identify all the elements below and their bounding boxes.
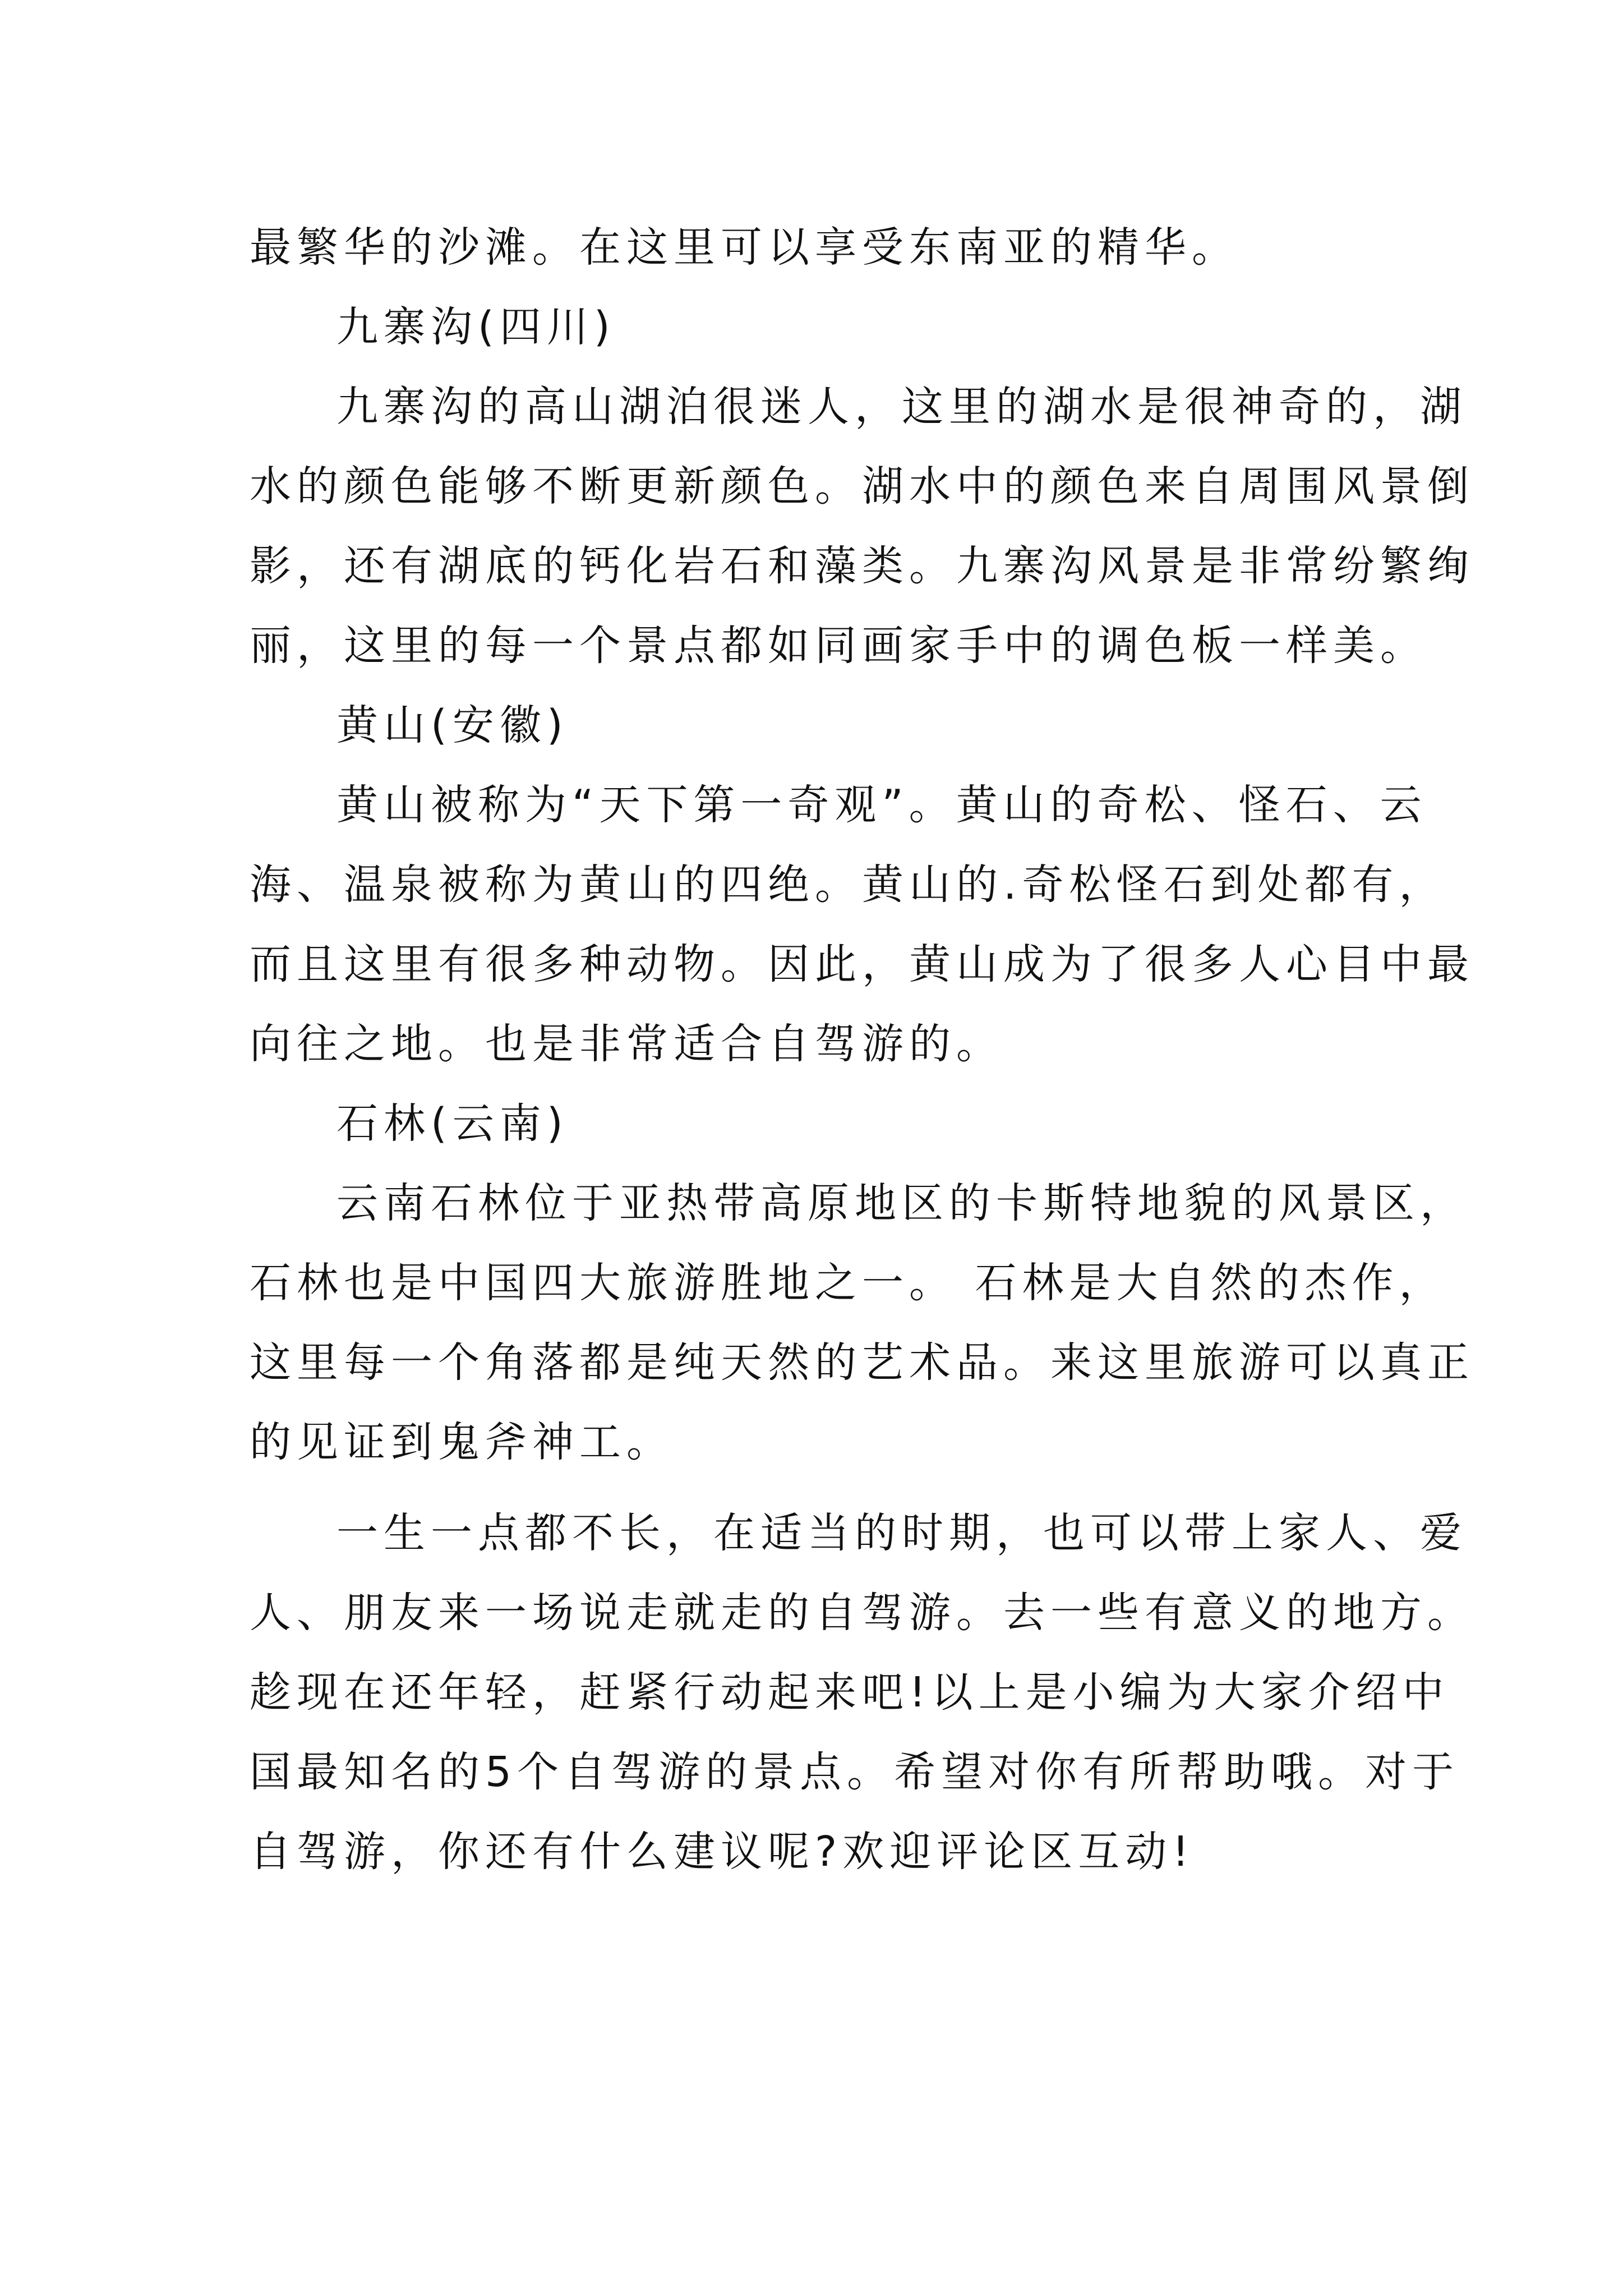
text-line: 最繁华的沙滩。在这里可以享受东南亚的精华。 bbox=[250, 223, 1239, 272]
text-line: 而且这里有很多种动物。因此，黄山成为了很多人心目中最 bbox=[250, 940, 1474, 988]
document-body bbox=[250, 208, 1474, 1892]
text-line: 这里每一个角落都是纯天然的艺术品。来这里旅游可以真正 bbox=[250, 1338, 1474, 1387]
text-line: 影，还有湖底的钙化岩石和藻类。九寨沟风景是非常纷繁绚 bbox=[250, 542, 1474, 590]
text-line: 趁现在还年轻，赶紧行动起来吧!以上是小编为大家介绍中 bbox=[250, 1668, 1450, 1717]
text-line: 一生一点都不长，在适当的时期，也可以带上家人、爱 bbox=[336, 1509, 1467, 1557]
paragraph-gap bbox=[250, 1482, 1382, 1493]
text-line: 云南石林位于亚热带高原地区的卡斯特地貌的风景区， bbox=[336, 1179, 1467, 1227]
text-line: 石林也是中国四大旅游胜地之一。 石林是大自然的杰作， bbox=[250, 1259, 1446, 1307]
text-line: 人、朋友来一场说走就走的自驾游。去一些有意义的地方。 bbox=[250, 1589, 1474, 1637]
text-line: 自驾游，你还有什么建议呢?欢迎评论区互动! bbox=[250, 1828, 1195, 1876]
text-line: 向往之地。也是非常适合自驾游的。 bbox=[250, 1020, 1003, 1068]
section-heading-jiuzhaigou: 九寨沟(四川) bbox=[336, 303, 616, 351]
text-line: 黄山被称为“天下第一奇观”。黄山的奇松、怪石、云 bbox=[336, 781, 1427, 829]
text-line: 的见证到鬼斧神工。 bbox=[250, 1418, 674, 1466]
section-heading-huangshan: 黄山(安徽) bbox=[336, 701, 569, 749]
text-line: 海、温泉被称为黄山的四绝。黄山的.奇松怪石到处都有， bbox=[250, 861, 1446, 909]
text-line: 丽，这里的每一个景点都如同画家手中的调色板一样美。 bbox=[250, 622, 1427, 670]
text-line: 九寨沟的高山湖泊很迷人，这里的湖水是很神奇的，湖 bbox=[336, 383, 1467, 431]
text-line: 国最知名的5个自驾游的景点。希望对你有所帮助哦。对于 bbox=[250, 1748, 1460, 1796]
text-line: 水的颜色能够不断更新颜色。湖水中的颜色来自周围风景倒 bbox=[250, 462, 1474, 510]
section-heading-shilin: 石林(云南) bbox=[336, 1099, 569, 1148]
